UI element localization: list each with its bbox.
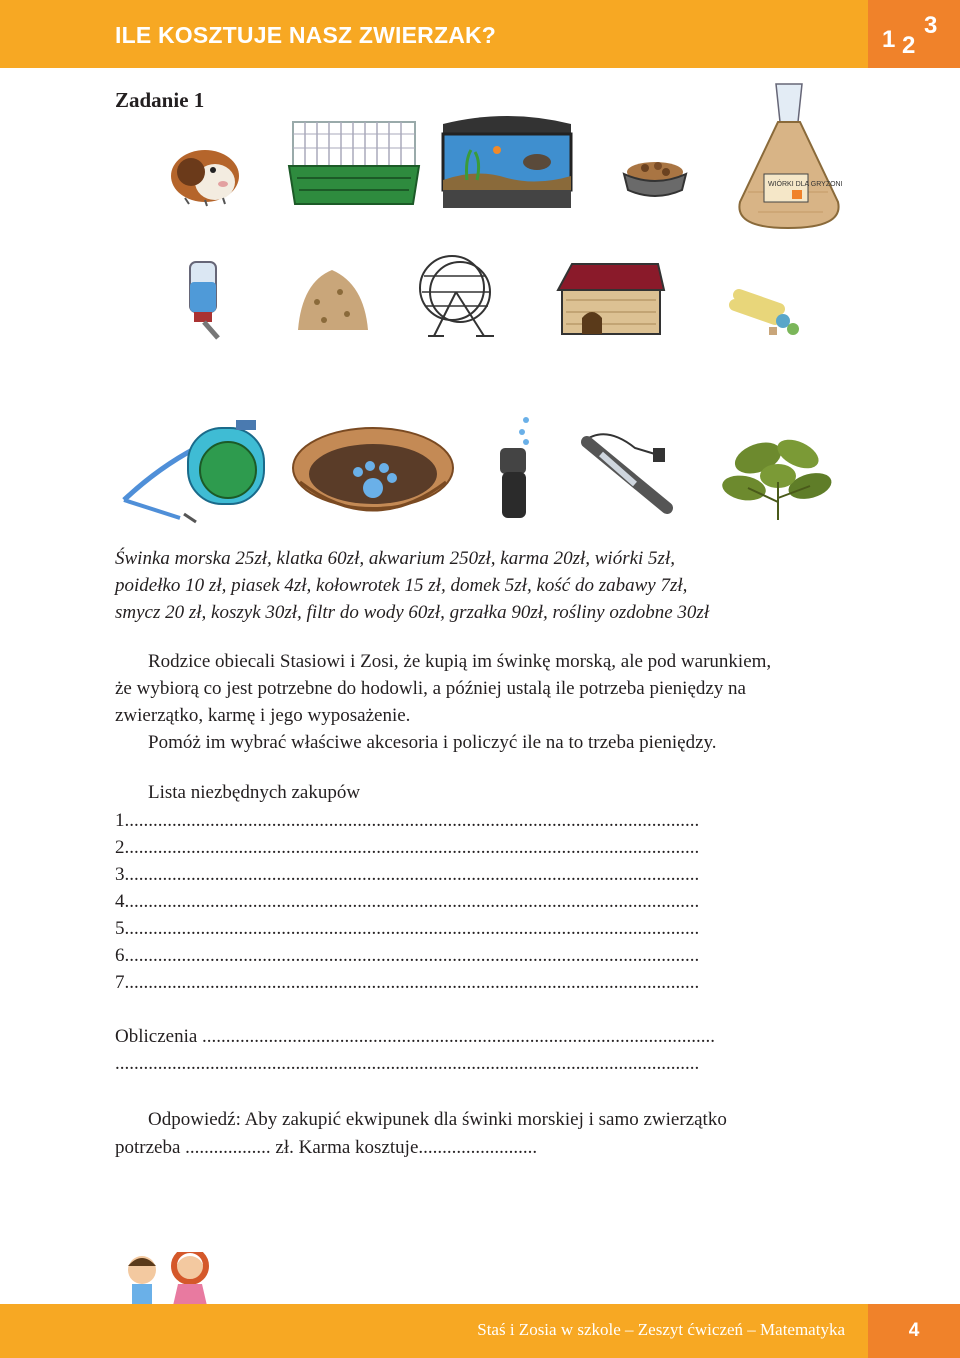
chew-bone-image: [725, 285, 805, 340]
bag-label: WIÓRKI DLA GRYZONI: [768, 181, 843, 188]
wood-shavings-bag-image: [728, 82, 848, 232]
shopping-list-title: Lista niezbędnych zakupów: [148, 782, 361, 803]
header-bar: [0, 0, 960, 68]
price-line-3: smycz 20 zł, koszyk 30zł, filtr do wody 60zł, grzałka 90zł, rośliny ozdobne 30zł: [115, 602, 710, 623]
answer-line-2[interactable]: potrzeba .................. zł. Karma kosztuje.........................: [115, 1137, 538, 1158]
calculations-line-1[interactable]: Obliczenia ............................................................................................................: [115, 1026, 716, 1047]
water-filter-image: [494, 412, 539, 522]
exercise-wheel-image: [414, 248, 499, 343]
task-title: Zadanie 1: [115, 88, 205, 112]
basket-image: [288, 420, 458, 530]
story-line-3: zwierzątko, karmę i jego wyposażenie.: [115, 705, 411, 726]
wooden-house-image: [552, 260, 667, 340]
story-paragraph: [115, 648, 870, 756]
food-bowl-image: [620, 150, 690, 205]
sand-pile-image: [292, 262, 372, 337]
guinea-pig-image: [165, 138, 245, 208]
list-item-4[interactable]: 4.........................................................................................................................: [115, 891, 700, 912]
numbers-badge: [868, 0, 960, 68]
badge-digit-3: 3: [924, 12, 938, 39]
list-item-1[interactable]: 1.........................................................................................................................: [115, 810, 700, 831]
list-item-7[interactable]: 7.........................................................................................................................: [115, 972, 700, 993]
story-line-1: Rodzice obiecali Stasiowi i Zosi, że kupią im świnkę morską, ale pod warunkiem,: [148, 651, 772, 672]
water-bottle-image: [182, 258, 232, 348]
cage-image: [285, 112, 425, 212]
page-title: ILE KOSZTUJE NASZ ZWIERZAK?: [115, 22, 497, 48]
aquarium-image: [437, 110, 577, 215]
price-line-2: poidełko 10 zł, piasek 4zł, kołowrotek 15 zł, domek 5zł, kość do zabawy 7zł,: [115, 575, 688, 596]
price-list: [115, 545, 875, 626]
price-line-1: Świnka morska 25zł, klatka 60zł, akwarium 250zł, karma 20zł, wiórki 5zł,: [115, 548, 675, 569]
page-number: 4: [868, 1304, 960, 1358]
badge-digit-2: 2: [902, 32, 916, 59]
calculations-line-2[interactable]: ...........................................................................................................................: [115, 1053, 700, 1074]
leash-image: [118, 418, 278, 528]
footer-bar: [0, 1304, 960, 1358]
answer-block: [115, 1106, 870, 1162]
footer-title: Staś i Zosia w szkole – Zeszyt ćwiczeń – Matematyka: [477, 1320, 845, 1339]
list-item-6[interactable]: 6.........................................................................................................................: [115, 945, 700, 966]
list-item-5[interactable]: 5.........................................................................................................................: [115, 918, 700, 939]
story-line-2: że wybiorą co jest potrzebne do hodowli, a później ustalą ile potrzeba pieniędzy na: [115, 678, 746, 699]
instruction-text: Pomóż im wybrać właściwe akcesoria i policzyć ile na to trzeba pieniędzy.: [148, 732, 717, 753]
badge-digit-1: 1: [882, 26, 896, 53]
plants-image: [718, 432, 836, 524]
list-item-2[interactable]: 2.........................................................................................................................: [115, 837, 700, 858]
list-item-3[interactable]: 3.........................................................................................................................: [115, 864, 700, 885]
heater-image: [575, 428, 685, 518]
answer-line-1: Odpowiedź: Aby zakupić ekwipunek dla świnki morskiej i samo zwierzątko: [148, 1109, 727, 1130]
